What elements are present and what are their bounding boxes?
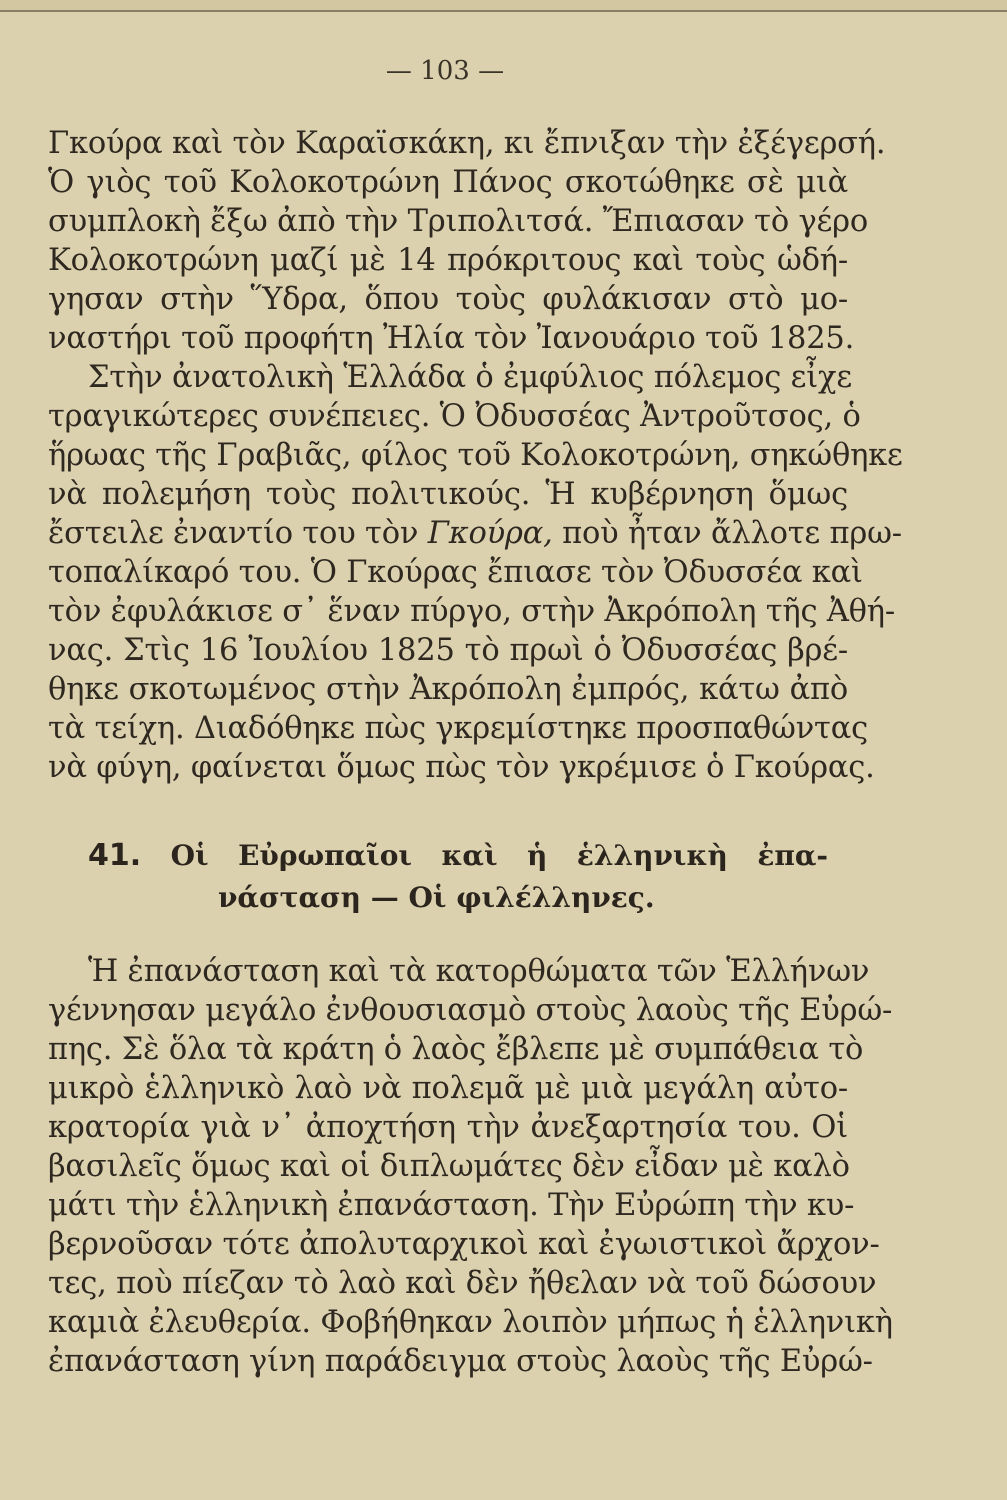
text-line: συμπλοκὴ ἔξω ἀπὸ τὴν Τριπολιτσά. Ἔπιασαν τὸ γέρο bbox=[48, 204, 869, 239]
text-line: μικρὸ ἑλληνικὸ λαὸ νὰ πολεμᾶ μὲ μιὰ μεγάλη αὐτο- bbox=[48, 1071, 848, 1106]
text-segment: ποὺ ἦταν ἄλλοτε πρω- bbox=[552, 516, 902, 551]
text-segment: ἔστειλε ἐναντίο του τὸν bbox=[48, 516, 428, 551]
text-line: τραγικώτερες συνέπειες. Ὁ Ὀδυσσέας Ἀντροῦτσος, ὁ bbox=[48, 399, 861, 434]
text-line: τοπαλίκαρό του. Ὁ Γκούρας ἔπιασε τὸν Ὀδυσσέα καὶ bbox=[48, 555, 863, 590]
section-number: 41. bbox=[88, 838, 142, 873]
text-line: βερνοῦσαν τότε ἀπολυταρχικοὶ καὶ ἐγωιστικοὶ ἄρχον- bbox=[48, 1227, 880, 1262]
text-line: νὰ πολεμήση τοὺς πολιτικούς. Ἡ κυβέρνηση ὅμως bbox=[48, 477, 848, 512]
text-line-with-italic bbox=[48, 514, 902, 553]
text-line: νὰ φύγη, φαίνεται ὅμως πὼς τὸν γκρέμισε ὁ Γκούρας. bbox=[48, 750, 875, 785]
text-line: Στὴν ἀνατολικὴ Ἑλλάδα ὁ ἐμφύλιος πόλεμος εἶχε bbox=[88, 360, 852, 395]
text-line: γέννησαν μεγάλο ἐνθουσιασμὸ στοὺς λαοὺς τῆς Εὐρώ- bbox=[48, 993, 893, 1028]
text-line: γησαν στὴν Ὕδρα, ὅπου τοὺς φυλάκισαν στὸ μο- bbox=[48, 282, 848, 317]
text-line: ἐπανάσταση γίνη παράδειγμα στοὺς λαοὺς τῆς Εὐρώ- bbox=[48, 1344, 873, 1379]
text-line: τὸν ἐφυλάκισε σ᾽ ἕναν πύργο, στὴν Ἀκρόπολη τῆς Ἀθή- bbox=[48, 594, 895, 629]
text-line: κρατορία γιὰ ν᾽ ἀποχτήση τὴν ἀνεξαρτησία του. Οἱ bbox=[48, 1110, 848, 1145]
text-line: Γκούρα καὶ τὸν Καραϊσκάκη, κι ἔπνιξαν τὴν ἐξέγερσή. bbox=[48, 126, 886, 161]
italic-name: Γκούρα, bbox=[427, 516, 553, 551]
text-line: καμιὰ ἐλευθερία. Φοβήθηκαν λοιπὸν μήπως ἡ ἑλληνικὴ bbox=[48, 1305, 893, 1340]
heading-line-2: νάσταση — Οἱ φιλέλληνες. bbox=[218, 881, 655, 914]
text-line: Κολοκοτρώνη μαζί μὲ 14 πρόκριτους καὶ τοὺς ὡδή- bbox=[48, 243, 848, 278]
text-line: θηκε σκοτωμένος στὴν Ἀκρόπολη ἐμπρός, κάτω ἀπὸ bbox=[48, 672, 848, 707]
text-line: Ὁ γιὸς τοῦ Κολοκοτρώνη Πάνος σκοτώθηκε σὲ μιὰ bbox=[48, 165, 848, 200]
text-line: Ἡ ἐπανάσταση καὶ τὰ κατορθώματα τῶν Ἑλλήνων bbox=[88, 954, 870, 989]
text-block-upper bbox=[48, 124, 903, 787]
text-line: ναστήρι τοῦ προφήτη Ἠλία τὸν Ἰανουάριο τοῦ 1825. bbox=[48, 321, 855, 356]
text-line: βασιλεῖς ὅμως καὶ οἱ διπλωμάτες δὲν εἶδαν μὲ καλὸ bbox=[48, 1149, 850, 1184]
text-block-lower bbox=[48, 952, 893, 1381]
text-line: πης. Σὲ ὅλα τὰ κράτη ὁ λαὸς ἔβλεπε μὲ συμπάθεια τὸ bbox=[48, 1032, 864, 1067]
text-line: νας. Στὶς 16 Ἰουλίου 1825 τὸ πρωὶ ὁ Ὀδυσσέας βρέ- bbox=[48, 633, 848, 668]
top-edge-rule bbox=[0, 0, 1007, 12]
text-line: ἥρωας τῆς Γραβιᾶς, φίλος τοῦ Κολοκοτρώνη, σηκώθηκε bbox=[48, 438, 903, 473]
heading-text-1: Οἱ Εὐρωπαῖοι καὶ ἡ ἑλληνικὴ ἐπα- bbox=[170, 839, 828, 872]
text-line: μάτι τὴν ἑλληνικὴ ἐπανάσταση. Τὴν Εὐρώπη τὴν κυ- bbox=[48, 1188, 855, 1223]
text-line: τες, ποὺ πίεζαν τὸ λαὸ καὶ δὲν ἤθελαν νὰ τοῦ δώσουν bbox=[48, 1266, 877, 1301]
heading-line-1 bbox=[88, 835, 828, 877]
text-line: τὰ τείχη. Διαδόθηκε πὼς γκρεμίστηκε προσπαθώντας bbox=[48, 711, 868, 746]
page-number: — 103 — bbox=[385, 56, 505, 86]
section-heading bbox=[88, 835, 828, 919]
